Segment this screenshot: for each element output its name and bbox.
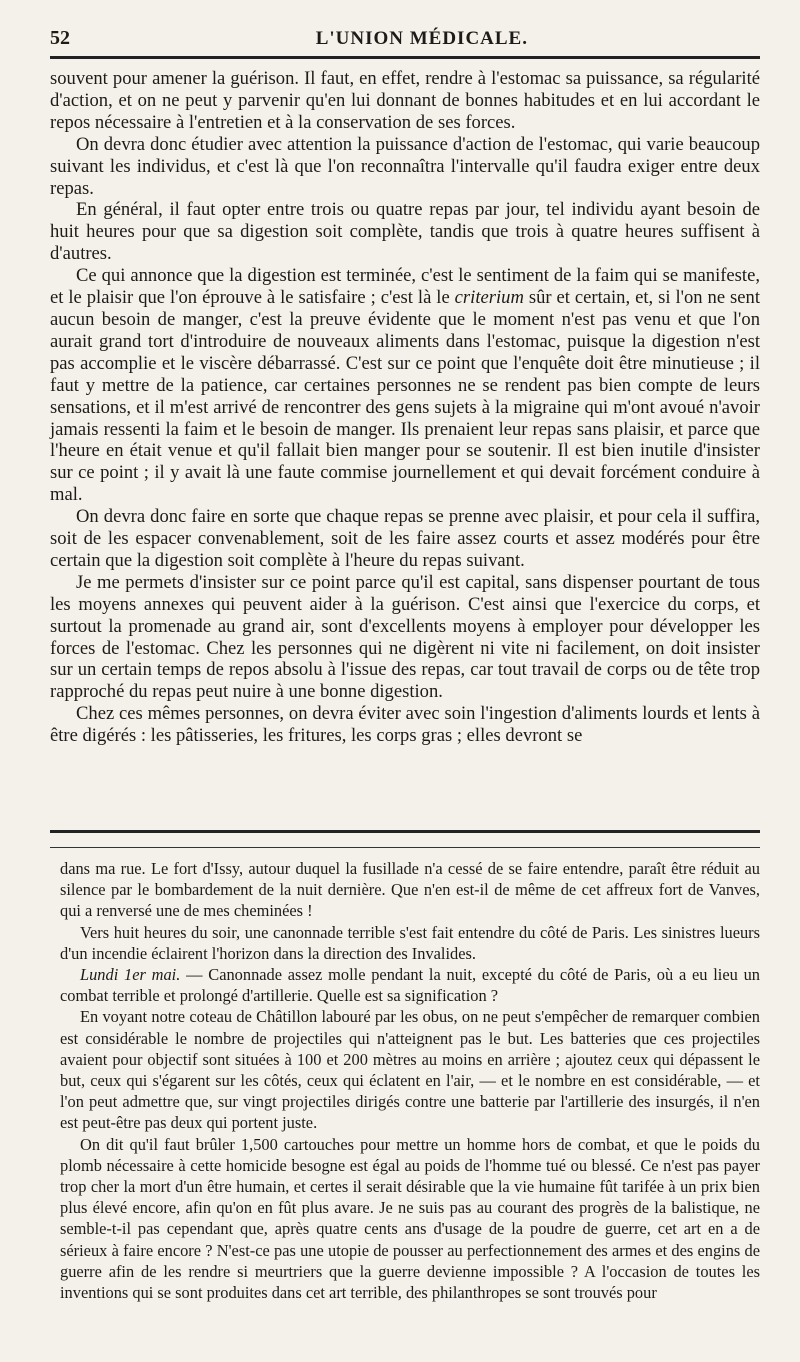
feuilleton-paragraph-4: En voyant notre coteau de Châtillon labouré par les obus, on ne peut s'empêcher de remarquer combien est considérable le nombre de projectiles qui n'atteignent pas le but. Les batteries que ces projectiles avaient pour objectif sont situées à 100 et 200 mètres au moins en arrière ; ajoutez ceux qui dépassent le but, ceux qui s'égarent sur les côtés, ceux qui éclatent en l'air, — et le nombre en est considérable, — et l'on peut admettre que, sur vingt projectiles dirigés contre une batterie par l'artillerie des insurgés, il n'en est peut-être pas deux qui portent juste. xyxy=(60,1007,760,1133)
paragraph-2: On devra donc étudier avec attention la puissance d'action de l'estomac, qui varie beaucoup suivant les individus, et c'est là que l'on reconnaîtra l'intervalle qu'il faudra exiger entre deux repas. xyxy=(50,133,760,199)
page-header xyxy=(50,22,760,59)
paragraph-4-part-b: sûr et certain, et, si l'on ne sent aucun besoin de manger, c'est la preuve évidente que le moment n'est pas venu et que l'on aurait grand tort d'introduire de nouveaux aliments dans l'estomac, puisque la digestion n'est pas accomplie et le viscère débarrassé. C'est sur ce point que l'enquête doit être minutieuse ; il faut y mettre de la patience, car certaines personnes ne se rendent pas bien compte de leurs sensations, et il m'est arrivé de rencontrer des gens sujets à la migraine qui m'ont avoué n'avoir jamais ressenti la faim et le besoin de manger. Ils prenaient leur repas sans plaisir, et parce que l'heure en était venue et qu'il fallait bien manger pour se soutenir. Il est bien inutile d'insister sur ce point ; il y avait là une faute commise journellement et qui devait forcément conduire à mal. xyxy=(50,287,760,506)
feuilleton-paragraph-3-text: — Canonnade assez molle pendant la nuit, excepté du côté de Paris, où a eu lieu un combat terrible et prolongé d'artillerie. Quelle est sa signification ? xyxy=(60,965,760,1006)
page-number: 52 xyxy=(50,27,70,49)
paragraph-5: On devra donc faire en sorte que chaque repas se prenne avec plaisir, et pour cela il suffira, soit de les espacer convenablement, soit de les faire assez courts et assez modérés pour être certain que la digestion soit complète à l'heure du repas suivant. xyxy=(50,506,760,571)
feuilleton-paragraph-5: On dit qu'il faut brûler 1,500 cartouches pour mettre un homme hors de combat, et que le poids du plomb nécessaire à cette homicide besogne est égal au poids de l'homme tué ou blessé. Ce n'est pas payer trop cher la mort d'un être humain, et certes il serait désirable que la vie humaine fût tarifée à un prix bien plus élevé encore, afin qu'on en fût plus avare. Je ne suis pas au courant des progrès de la balistique, ne semble-t-il pas cependant que, après quatre cents ans d'usage de la poudre de guerre, cet art en a de sérieux à faire encore ? N'est-ce pas une utopie de pousser au perfectionnement des armes et des engins de guerre afin de les rendre si meurtriers que la guerre devienne impossible ? A l'occasion de toutes les inventions qui se sont produites dans cet art terrible, des philanthropes se sont trouvés pour xyxy=(60,1134,760,1303)
section-divider-thin xyxy=(50,847,760,848)
section-divider-thick xyxy=(50,830,760,833)
paragraph-1: souvent pour amener la guérison. Il faut, en effet, rendre à l'estomac sa puissance, sa régularité d'action, et on ne peut y parvenir qu'en lui donnant de bonnes habitudes et en lui accordant le repos nécessaire à l'entretien et à la conservation de ses forces. xyxy=(50,68,760,133)
paragraph-6: Je me permets d'insister sur ce point parce qu'il est capital, sans dispenser pourtant de tous les moyens annexes qui peuvent aider à la guérison. C'est ainsi que l'exercice du corps, et surtout la promenade au grand air, sont d'excellents moyens à employer pour développer les forces de l'estomac. Chez les personnes qui ne digèrent ni vite ni facilement, on doit insister sur un certain temps de repos absolu à l'issue des repas, car tout travail de corps ou de tête trop rapproché du repas peut nuire à une bonne digestion. xyxy=(50,571,760,703)
feuilleton-paragraph-2: Vers huit heures du soir, une canonnade terrible s'est fait entendre du côté de Paris. Les sinistres lueurs d'un incendie éclairent l'horizon dans la direction des Invalides. xyxy=(60,922,760,963)
feuilleton-paragraph-3 xyxy=(60,964,760,1006)
journal-title: L'UNION MÉDICALE. xyxy=(315,28,528,49)
main-article xyxy=(50,68,760,747)
paragraph-4 xyxy=(50,265,760,506)
date-heading: Lundi 1er mai. xyxy=(80,965,181,985)
feuilleton-paragraph-1: dans ma rue. Le fort d'Issy, autour duquel la fusillade n'a cessé de se faire entendre, paraît être réduit au silence par le bombardement de la nuit dernière. Que n'en est-il de même de cet affreux fort de Vanves, qui a renversé une de mes cheminées ! xyxy=(60,859,760,921)
paragraph-4-part-a: Ce qui annonce que la digestion est terminée, c'est le sentiment de la faim qui se manifeste, et le plaisir que l'on éprouve à le satisfaire ; c'est là le xyxy=(50,265,760,309)
paragraph-3: En général, il faut opter entre trois ou quatre repas par jour, tel individu ayant besoin de huit heures pour que sa digestion soit complète, tandis que trois à quatre heures suffisent à d'autres. xyxy=(50,199,760,265)
paragraph-7: Chez ces mêmes personnes, on devra éviter avec soin l'ingestion d'aliments lourds et lents à être digérés : les pâtisseries, les fritures, les corps gras ; elles devront se xyxy=(50,703,760,747)
criterium-term: criterium xyxy=(454,287,524,309)
feuilleton-section xyxy=(60,858,760,1303)
